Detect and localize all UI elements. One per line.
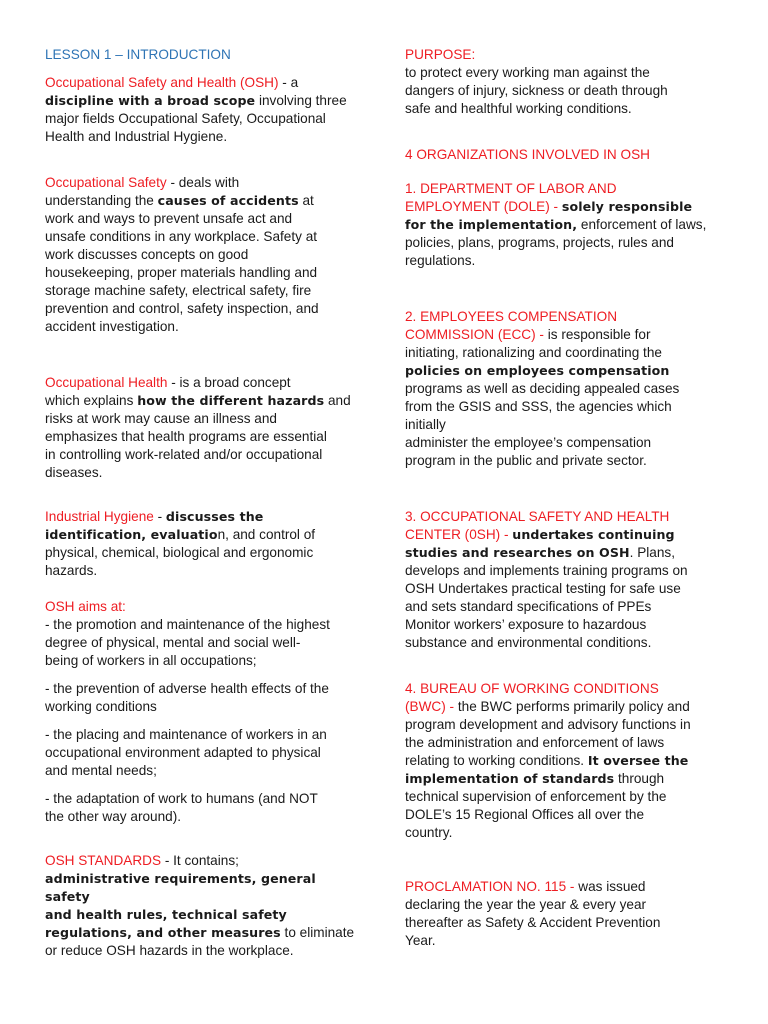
definition-dash: - [566,879,579,894]
emphasis-text: policies on employees compensation [405,363,670,378]
occupational-safety-definition [45,174,319,336]
emphasis-text: discipline with a broad scope [45,93,256,108]
organization-name: 4. BUREAU OF WORKING CONDITIONS (BWC) - [405,681,659,714]
definition-body: at work and ways to prevent unsafe act and unsafe conditions in any workplace. Safety at work discusses concepts on good housekeeping, proper materials handling and storage machine safety, electrical safety, fire prevention and control, safety inspection, and accident investigation. [45,193,319,334]
aim-item-prevention: - the prevention of adverse health effects of the working conditions [45,681,329,714]
organization-name: 3. OCCUPATIONAL SAFETY AND HEALTH CENTER (0SH) - [405,509,670,542]
industrial-hygiene-definition [45,508,315,580]
organization-body: enforcement of laws, policies, plans, programs, projects, rules and regulations. [405,217,707,268]
organization-body-intro: is responsible for initiating, rationalizing and coordinating the [405,327,662,360]
aim-item-adaptation: - the adaptation of work to humans (and NOT the other way around). [45,791,318,824]
occupational-health-definition [45,374,351,482]
aim-item-promotion: - the promotion and maintenance of the highest degree of physical, mental and social well- being of workers in all occupations; [45,617,330,668]
purpose-body: to protect every working man against the dangers of injury, sickness or death through safe and healthful working conditions. [405,65,668,116]
emphasis-text: how the different hazards [137,393,325,408]
definition-dash: - a [282,75,299,90]
osh-definition [45,74,347,146]
organization-body: through technical supervision of enforcement by the DOLE’s 15 Regional Offices all over the country. [405,771,667,840]
proclamation-definition [405,878,660,950]
lesson-heading: LESSON 1 – INTRODUCTION [45,47,231,62]
emphasis-text: discusses the identification, evaluatio [45,509,264,542]
definition-dash: - deals with understanding the [45,175,240,208]
paren-close: ) [273,75,279,90]
emphasis-text: administrative requirements, general safety and health rules, technical safety regulations, and other measures [45,871,316,940]
term-occupational-safety: Occupational Safety [45,175,167,190]
emphasis-text: undertakes continuing studies and researches on OSH [405,527,675,560]
organization-name: 2. EMPLOYEES COMPENSATION COMMISSION (ECC) - [405,309,618,342]
organization-osh-center [405,508,688,652]
osh-standards-definition [45,852,365,960]
osh-aims-heading: OSH aims at: [45,599,126,614]
term-proclamation: PROCLAMATION NO. 115 [405,879,567,894]
definition-body: and risks at work may cause an illness and emphasizes that health programs are essential in controlling work-related and/or occupational diseases. [45,393,351,480]
emphasis-text: causes of accidents [157,193,299,208]
term-osh-standards: OSH STANDARDS [45,853,162,868]
definition-dash: - is a broad concept which explains [45,375,291,408]
emphasis-text: It oversee the implementation of standards [405,753,689,786]
term-osh: Occupational Safety and Health (OSH [45,75,274,90]
purpose-heading: PURPOSE: [405,47,476,62]
organizations-heading: 4 ORGANIZATIONS INVOLVED IN OSH [405,147,650,162]
organization-bwc [405,680,691,842]
definition-dash: - It contains; [164,853,239,868]
organization-ecc [405,308,679,470]
definition-dash: - [153,509,166,524]
definition-body: to eliminate or reduce OSH hazards in the workplace. [45,925,355,958]
definition-body: n, and control of physical, chemical, biological and ergonomic hazards. [45,527,316,578]
term-industrial-hygiene: Industrial Hygiene [45,509,154,524]
definition-body: involving three major fields Occupational Safety, Occupational Health and Industrial Hygiene. [45,93,347,144]
definition-body: was issued declaring the year the year & every year thereafter as Safety & Accident Prevention Year. [405,879,661,948]
organization-body: programs as well as deciding appealed cases from the GSIS and SSS, the agencies which initially administer the employee’s compensation program in the public and private sector. [405,381,680,468]
emphasis-text: solely responsible for the implementation, [405,199,693,232]
organization-body-intro: the BWC performs primarily policy and program development and advisory functions in the administration and enforcement of laws relating to working conditions. [405,699,691,768]
organization-name: 1. DEPARTMENT OF LABOR AND EMPLOYMENT (DOLE) - [405,181,617,214]
aim-item-placing: - the placing and maintenance of workers in an occupational environment adapted to physical and mental needs; [45,727,327,778]
organization-dole [405,180,706,270]
organization-body: . Plans, develops and implements training programs on OSH Undertakes practical testing for safe use and sets standard specifications of PPEs Monitor workers’ exposure to hazardous substance and environmental conditions. [405,545,688,650]
term-occupational-health: Occupational Health [45,375,168,390]
